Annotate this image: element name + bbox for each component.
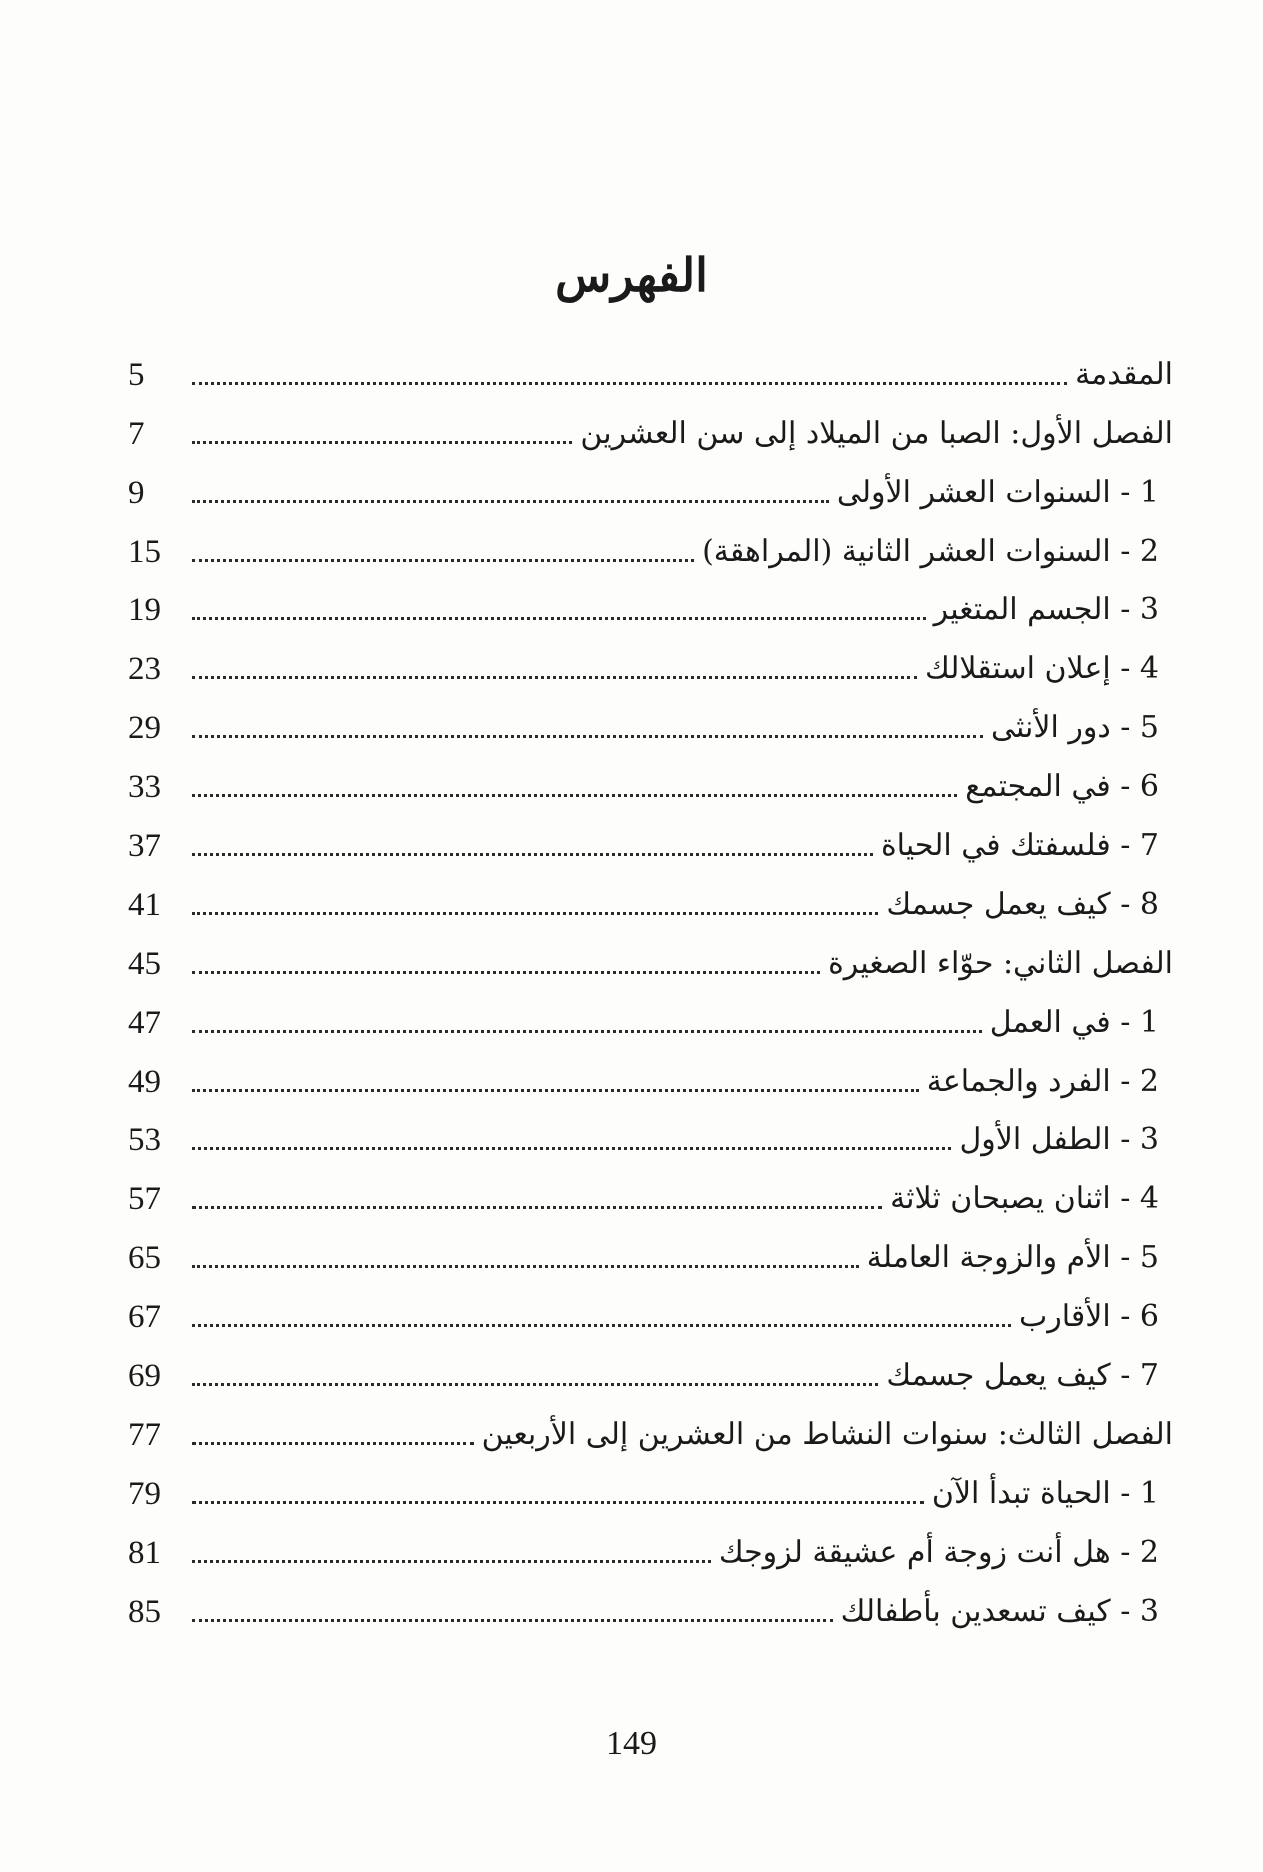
toc-entry-page-number: 49 <box>128 1063 161 1100</box>
toc-entry <box>128 578 1173 637</box>
toc-entry-page-number: 15 <box>128 533 161 570</box>
dot-leader <box>192 559 694 562</box>
toc-entry <box>128 636 1173 695</box>
dot-leader <box>192 853 873 856</box>
toc-entry-label: الفصل الأول: الصبا من الميلاد إلى سن العشرين <box>580 415 1173 451</box>
toc-entry-page-number: 85 <box>128 1593 161 1630</box>
toc-entry-page-number: 69 <box>128 1358 161 1395</box>
table-of-contents <box>128 342 1173 1638</box>
toc-entry <box>128 1579 1173 1638</box>
dot-leader <box>192 382 1067 385</box>
dot-leader <box>192 735 983 738</box>
toc-entry-page-number: 19 <box>128 592 161 629</box>
toc-entry-label: 2 - هل أنت زوجة أم عشيقة لزوجك <box>718 1534 1159 1570</box>
toc-entry-page-number: 7 <box>128 415 145 452</box>
toc-entry-page-number: 23 <box>128 651 161 688</box>
toc-entry-label: 2 - السنوات العشر الثانية (المراهقة) <box>702 533 1159 569</box>
toc-entry-label: 3 - كيف تسعدين بأطفالك <box>840 1593 1159 1629</box>
toc-entry <box>128 342 1173 401</box>
dot-leader <box>192 441 572 444</box>
toc-entry-page-number: 77 <box>128 1416 161 1453</box>
page-title: الفهرس <box>555 248 708 302</box>
toc-entry <box>128 754 1173 813</box>
dot-leader <box>192 617 926 620</box>
toc-entry-page-number: 47 <box>128 1004 161 1041</box>
toc-entry-label: 7 - فلسفتك في الحياة <box>880 828 1159 864</box>
dot-leader <box>192 676 917 679</box>
toc-entry <box>128 401 1173 460</box>
dot-leader <box>192 500 829 503</box>
toc-entry-label: الفصل الثالث: سنوات النشاط من العشرين إلى الأربعين <box>481 1416 1173 1452</box>
toc-entry-label: 2 - الفرد والجماعة <box>926 1063 1159 1099</box>
toc-entry-label: 4 - اثنان يصبحان ثلاثة <box>890 1181 1159 1217</box>
toc-entry-label: 3 - الطفل الأول <box>959 1122 1159 1158</box>
toc-entry <box>128 1402 1173 1461</box>
page-number: 149 <box>606 1725 657 1762</box>
toc-entry <box>128 813 1173 872</box>
dot-leader <box>192 912 878 915</box>
toc-entry <box>128 1520 1173 1579</box>
dot-leader <box>192 1442 474 1445</box>
toc-entry-label: 3 - الجسم المتغير <box>933 592 1159 628</box>
dot-leader <box>192 1324 1011 1327</box>
toc-entry <box>128 1461 1173 1520</box>
toc-entry <box>128 519 1173 578</box>
toc-entry <box>128 1166 1173 1225</box>
dot-leader <box>192 1560 711 1563</box>
toc-entry-page-number: 57 <box>128 1181 161 1218</box>
toc-entry-label: 6 - في المجتمع <box>965 769 1159 805</box>
dot-leader <box>192 1265 859 1268</box>
toc-entry-label: 1 - الحياة تبدأ الآن <box>931 1475 1159 1511</box>
toc-entry-label: 4 - إعلان استقلالك <box>924 651 1159 687</box>
dot-leader <box>192 971 820 974</box>
toc-entry-page-number: 33 <box>128 769 161 806</box>
toc-entry-label: 8 - كيف يعمل جسمك <box>886 886 1159 922</box>
toc-entry-page-number: 79 <box>128 1475 161 1512</box>
toc-entry-page-number: 5 <box>128 356 145 393</box>
dot-leader <box>192 1089 919 1092</box>
toc-entry-label: 5 - دور الأنثى <box>990 710 1159 746</box>
toc-entry-page-number: 29 <box>128 710 161 747</box>
toc-entry-page-number: 9 <box>128 474 145 511</box>
toc-entry-page-number: 53 <box>128 1122 161 1159</box>
dot-leader <box>192 1383 878 1386</box>
dot-leader <box>192 1619 833 1622</box>
toc-entry-label: 6 - الأقارب <box>1019 1299 1159 1335</box>
toc-entry <box>128 1284 1173 1343</box>
toc-entry <box>128 1225 1173 1284</box>
toc-entry-page-number: 81 <box>128 1534 161 1571</box>
toc-entry-label: 1 - السنوات العشر الأولى <box>836 474 1159 510</box>
dot-leader <box>192 1501 924 1504</box>
toc-entry <box>128 695 1173 754</box>
toc-entry-label: المقدمة <box>1075 356 1173 392</box>
dot-leader <box>192 1147 951 1150</box>
toc-entry-label: 1 - في العمل <box>989 1004 1159 1040</box>
dot-leader <box>192 794 957 797</box>
toc-entry <box>128 1049 1173 1108</box>
toc-entry <box>128 931 1173 990</box>
dot-leader <box>192 1030 982 1033</box>
toc-entry-label: الفصل الثاني: حوّاء الصغيرة <box>828 945 1173 981</box>
dot-leader <box>192 1206 882 1209</box>
toc-entry <box>128 1108 1173 1167</box>
toc-entry <box>128 872 1173 931</box>
toc-entry-page-number: 65 <box>128 1240 161 1277</box>
toc-entry-label: 5 - الأم والزوجة العاملة <box>866 1240 1159 1276</box>
toc-entry <box>128 990 1173 1049</box>
toc-entry-page-number: 67 <box>128 1299 161 1336</box>
toc-entry <box>128 1343 1173 1402</box>
toc-entry <box>128 460 1173 519</box>
toc-entry-page-number: 37 <box>128 828 161 865</box>
toc-entry-page-number: 45 <box>128 945 161 982</box>
toc-entry-page-number: 41 <box>128 886 161 923</box>
toc-entry-label: 7 - كيف يعمل جسمك <box>886 1358 1159 1394</box>
